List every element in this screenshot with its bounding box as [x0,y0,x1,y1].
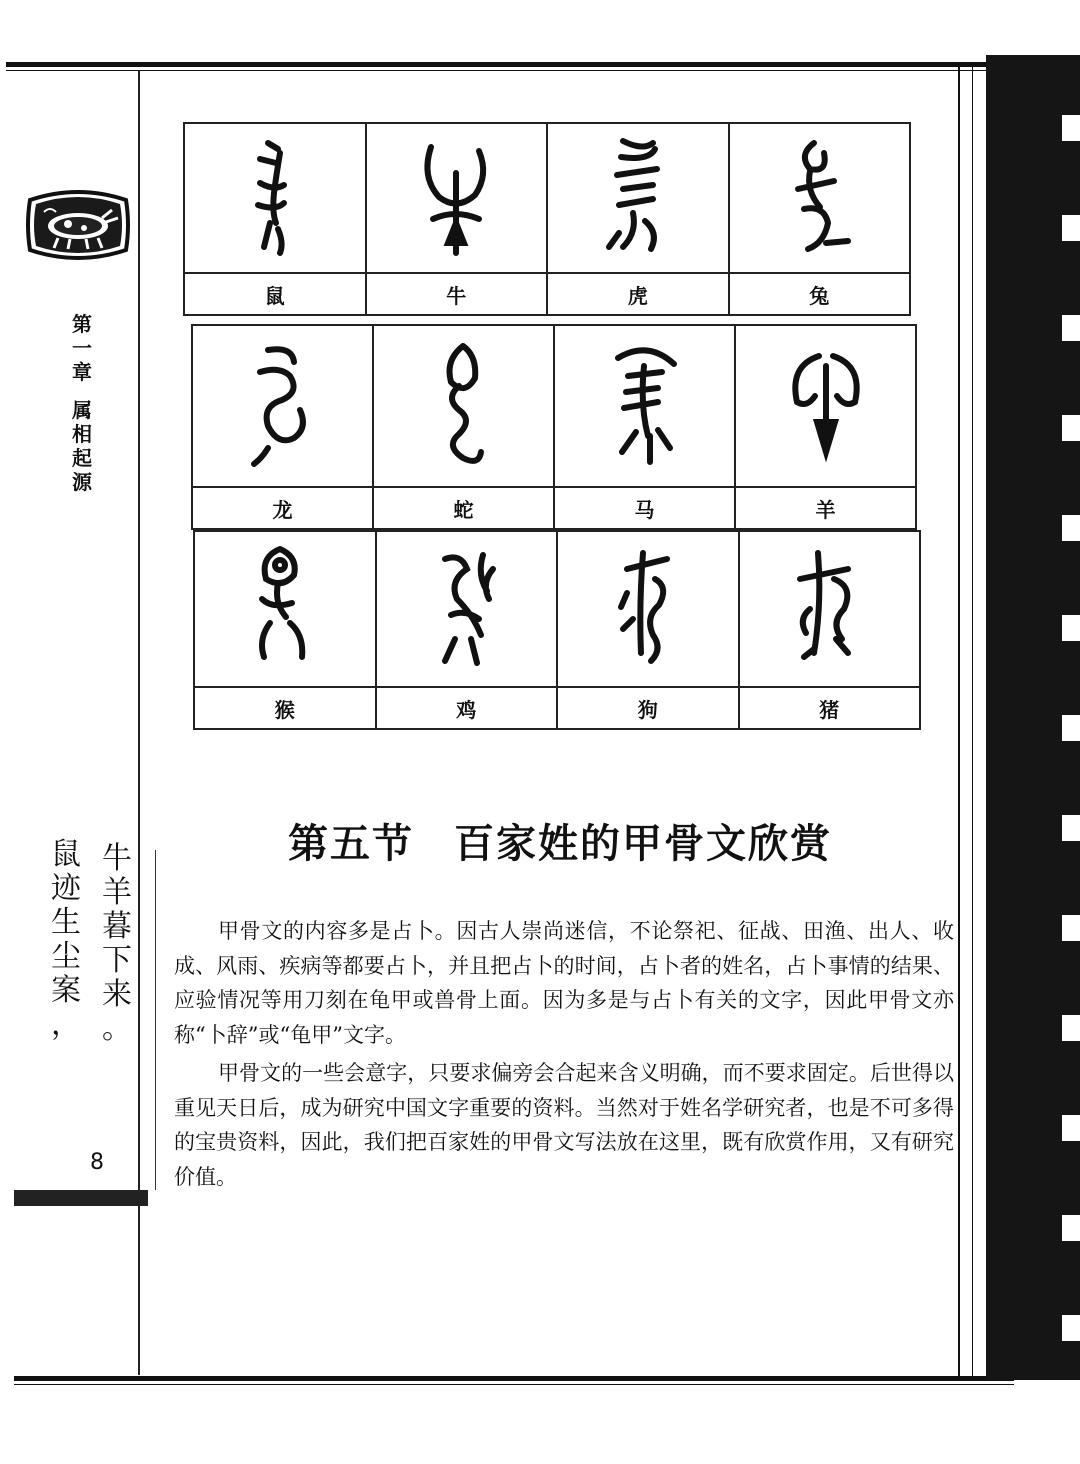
zodiac-name-label: 猴 [194,687,376,729]
film-perforation [1062,215,1080,241]
film-perforation [1062,315,1080,341]
film-perforation [1062,515,1080,541]
zodiac-name-label: 牛 [366,273,548,315]
poem-char: 尘 [51,939,81,974]
film-perforation [1062,1315,1080,1341]
zodiac-grid-row-2 [191,324,917,530]
chapter-char: 起 [72,446,92,470]
film-perforation [1062,415,1080,441]
poem-char: 鼠 [51,837,81,872]
bottom-rule [14,1376,1014,1381]
poem-char: 。 [102,1011,132,1046]
section-number: 第五节 [288,821,414,867]
right-margin-rule-inner [972,62,973,1378]
poem-char: 下 [102,943,132,978]
pig-oracle-glyph-icon [739,531,921,687]
zodiac-name-label: 鼠 [184,273,366,315]
body-paragraph-2: 甲骨文的一些会意字，只要求偏旁会合起来含义明确，而不要求固定。后世得以重见天日后，成为研究中国文字重要的资料。当然对于姓名学研究者，也是不可多得的宝贵资料，因此，我们把百家姓的甲骨文写法放在这里，既有欣赏作用，又有研究价值。 [174,1061,954,1189]
horse-oracle-glyph-icon [554,325,735,487]
chapter-label [62,312,102,494]
rooster-oracle-glyph-icon [376,531,558,687]
dog-oracle-glyph-icon [557,531,739,687]
film-perforation [1062,715,1080,741]
section-heading [200,812,920,869]
chapter-char: 属 [72,398,92,422]
poem-char: ， [51,1007,81,1042]
zodiac-grid-row-1 [183,122,911,316]
bottom-rule-thin [14,1384,1014,1385]
right-margin-rule [958,62,960,1378]
film-perforation [1062,1115,1080,1141]
page-number-bar [14,1190,148,1206]
film-strip-decoration [986,55,1080,1380]
dragon-oracle-glyph-icon [192,325,373,487]
poem-column-left [46,838,86,1042]
chapter-gap [62,384,102,398]
zodiac-name-label: 羊 [735,487,916,529]
poem-column-right [97,842,137,1046]
chapter-char: 相 [72,422,92,446]
zodiac-name-label: 鸡 [376,687,558,729]
zodiac-name-label: 马 [554,487,735,529]
zodiac-name-label: 龙 [192,487,373,529]
top-rule-thin [6,70,1046,71]
rat-oracle-glyph-icon [184,123,366,273]
zodiac-grid-row-3 [193,530,921,730]
zodiac-name-label: 猪 [739,687,921,729]
film-perforation [1062,915,1080,941]
poem-char: 牛 [102,841,132,876]
zodiac-name-label: 兔 [729,273,911,315]
top-rule [6,62,1046,67]
zodiac-name-label: 蛇 [373,487,554,529]
monkey-oracle-glyph-icon [194,531,376,687]
snake-oracle-glyph-icon [373,325,554,487]
poem-char: 生 [51,905,81,940]
rabbit-oracle-glyph-icon [729,123,911,273]
poem-char: 羊 [102,875,132,910]
film-perforation [1062,115,1080,141]
poem-rule [155,850,156,1190]
page-number: 8 [90,1150,104,1175]
zodiac-name-label: 虎 [547,273,729,315]
poem-char: 来 [102,977,132,1012]
ox-oracle-glyph-icon [366,123,548,273]
section-title: 百家姓的甲骨文欣赏 [454,821,832,867]
body-paragraph-1: 甲骨文的内容多是占卜。因古人崇尚迷信，不论祭祀、征战、田渔、出人、收成、风雨、疾病等都要占卜，并且把占卜的时间，占卜者的姓名，占卜事情的结果、应验情况等用刀刻在龟甲或兽骨上面。因为多是与占卜有关的文字，因此甲骨文亦称“卜辞”或“龟甲”文字。 [174,919,954,1047]
chapter-char: 一 [72,336,92,360]
ox-emblem-icon [22,188,134,262]
chapter-char: 源 [72,470,92,494]
chapter-char: 第 [72,312,92,336]
zodiac-name-label: 狗 [557,687,739,729]
goat-oracle-glyph-icon [735,325,916,487]
poem-char: 迹 [51,871,81,906]
film-perforation [1062,1015,1080,1041]
film-perforation [1062,1215,1080,1241]
chapter-char: 章 [72,360,92,384]
film-perforation [1062,615,1080,641]
left-margin-rule [138,70,140,1375]
poem-char: 暮 [102,909,132,944]
film-perforation [1062,815,1080,841]
tiger-oracle-glyph-icon [547,123,729,273]
poem-char: 案 [51,973,81,1008]
